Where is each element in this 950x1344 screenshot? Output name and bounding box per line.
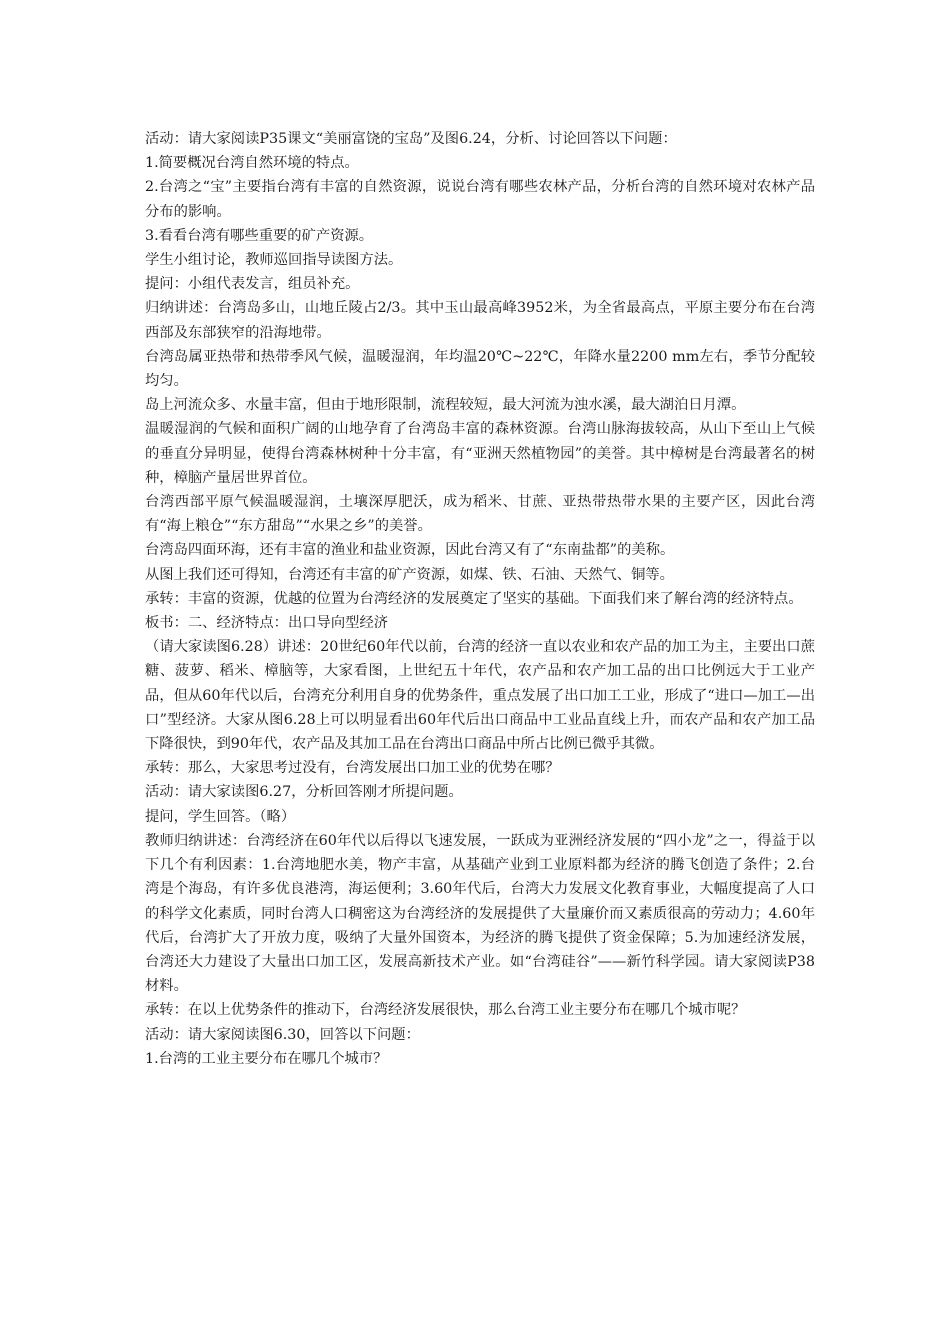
paragraph-transition-economy: 承转：丰富的资源，优越的位置为台湾经济的发展奠定了坚实的基础。下面我们来了解台湾的经济特点。 [145,590,803,607]
paragraph-student-answer: 提问，学生回答。（略） [145,808,296,825]
paragraph-board-heading: 板书：二、经济特点：出口导向型经济 [145,615,389,632]
paragraph-question-3: 3.看看台湾有哪些重要的矿产资源。 [145,227,374,244]
paragraph-group-discussion: 学生小组讨论，教师巡回指导读图方法。 [145,252,403,269]
paragraph-summary-terrain: 归纳讲述：台湾岛多山，山地丘陵占2/3。其中玉山最高峰3952米，为全省最高点，平原主要分布在台湾西部及东部狭窄的沿海地带。 [145,300,815,341]
paragraph-transition-industry: 承转：在以上优势条件的推动下，台湾经济发展很快，那么台湾工业主要分布在哪几个城市呢？ [145,1002,746,1019]
document-body [145,127,815,1071]
paragraph-question-1: 1.简要概况台湾自然环境的特点。 [145,155,359,172]
paragraph-export-history: （请大家读图6.28）讲述：20世纪60年代以前，台湾的经济一直以农业和农产品的加工为主，主要出口蔗糖、菠萝、稻米、樟脑等，大家看图，上世纪五十年代，农产品和农产加工品的出口比例远大于工业产品，但从60年代以后，台湾充分利用自身的优势条件，重点发展了出口加工工业，形成了“进口—加工—出口”型经济。大家从图6.28上可以明显看出60年代后出口商品中工业品直线上升，而农产品和农产加工品下降很快，到90年代，农产品及其加工品在台湾出口商品中所占比例已微乎其微。 [145,639,815,753]
paragraph-agriculture: 台湾西部平原气候温暖湿润，土壤深厚肥沃，成为稻米、甘蔗、亚热带热带水果的主要产区，因此台湾有“海上粮仓”“东方甜岛”“水果之乡”的美誉。 [145,494,815,535]
paragraph-question-2: 2.台湾之“宝”主要指台湾有丰富的自然资源，说说台湾有哪些农林产品，分析台湾的自然环境对农林产品分布的影响。 [145,179,815,220]
paragraph-question-industry-cities: 1.台湾的工业主要分布在哪几个城市？ [145,1050,388,1067]
paragraph-activity-figure-630: 活动：请大家阅读图6.30，回答以下问题： [145,1026,420,1043]
paragraph-teacher-summary: 教师归纳讲述：台湾经济在60年代以后得以飞速发展，一跃成为亚洲经济发展的“四小龙”之一，得益于以下几个有利因素：1.台湾地肥水美，物产丰富，从基础产业到工业原料都为经济的腾飞创造了条件；2.台湾是个海岛，有许多优良港湾，海运便利；3.60年代后，台湾大力发展文化教育事业，大幅度提高了人口的科学文化素质，同时台湾人口稠密这为台湾经济的发展提供了大量廉价而又素质很高的劳动力；4.60年代后，台湾扩大了开放力度，吸纳了大量外国资本，为经济的腾飞提供了资金保障；5.为加速经济发展，台湾还大力建设了大量出口加工区，发展高新技术产业。如“台湾硅谷”——新竹科学园。请大家阅读P38材料。 [145,832,815,995]
paragraph-activity-intro: 活动：请大家阅读P35课文“美丽富饶的宝岛”及图6.24，分析、讨论回答以下问题： [145,131,677,147]
paragraph-minerals: 从图上我们还可得知，台湾还有丰富的矿产资源，如煤、铁、石油、天然气、铜等。 [145,566,674,583]
paragraph-questioning: 提问：小组代表发言，组员补充。 [145,276,360,293]
paragraph-climate: 台湾岛属亚热带和热带季风气候，温暖湿润，年均温20℃~22℃，年降水量2200 mm左右，季节分配较均匀。 [145,348,815,390]
paragraph-rivers: 岛上河流众多、水量丰富，但由于地形限制，流程较短，最大河流为浊水溪，最大湖泊日月潭。 [145,397,746,414]
paragraph-transition-advantages: 承转：那么，大家思考过没有，台湾发展出口加工业的优势在哪？ [145,760,560,777]
paragraph-fishery-salt: 台湾岛四面环海，还有丰富的渔业和盐业资源，因此台湾又有了“东南盐都”的美称。 [145,542,675,559]
paragraph-activity-figure-627: 活动：请大家读图6.27，分析回答刚才所提问题。 [145,784,463,801]
paragraph-forests: 温暖湿润的气候和面积广阔的山地孕育了台湾岛丰富的森林资源。台湾山脉海拔较高，从山下至山上气候的垂直分异明显，使得台湾森林树种十分丰富，有“亚洲天然植物园”的美誉。其中樟树是台湾最著名的树种，樟脑产量居世界首位。 [145,421,815,486]
